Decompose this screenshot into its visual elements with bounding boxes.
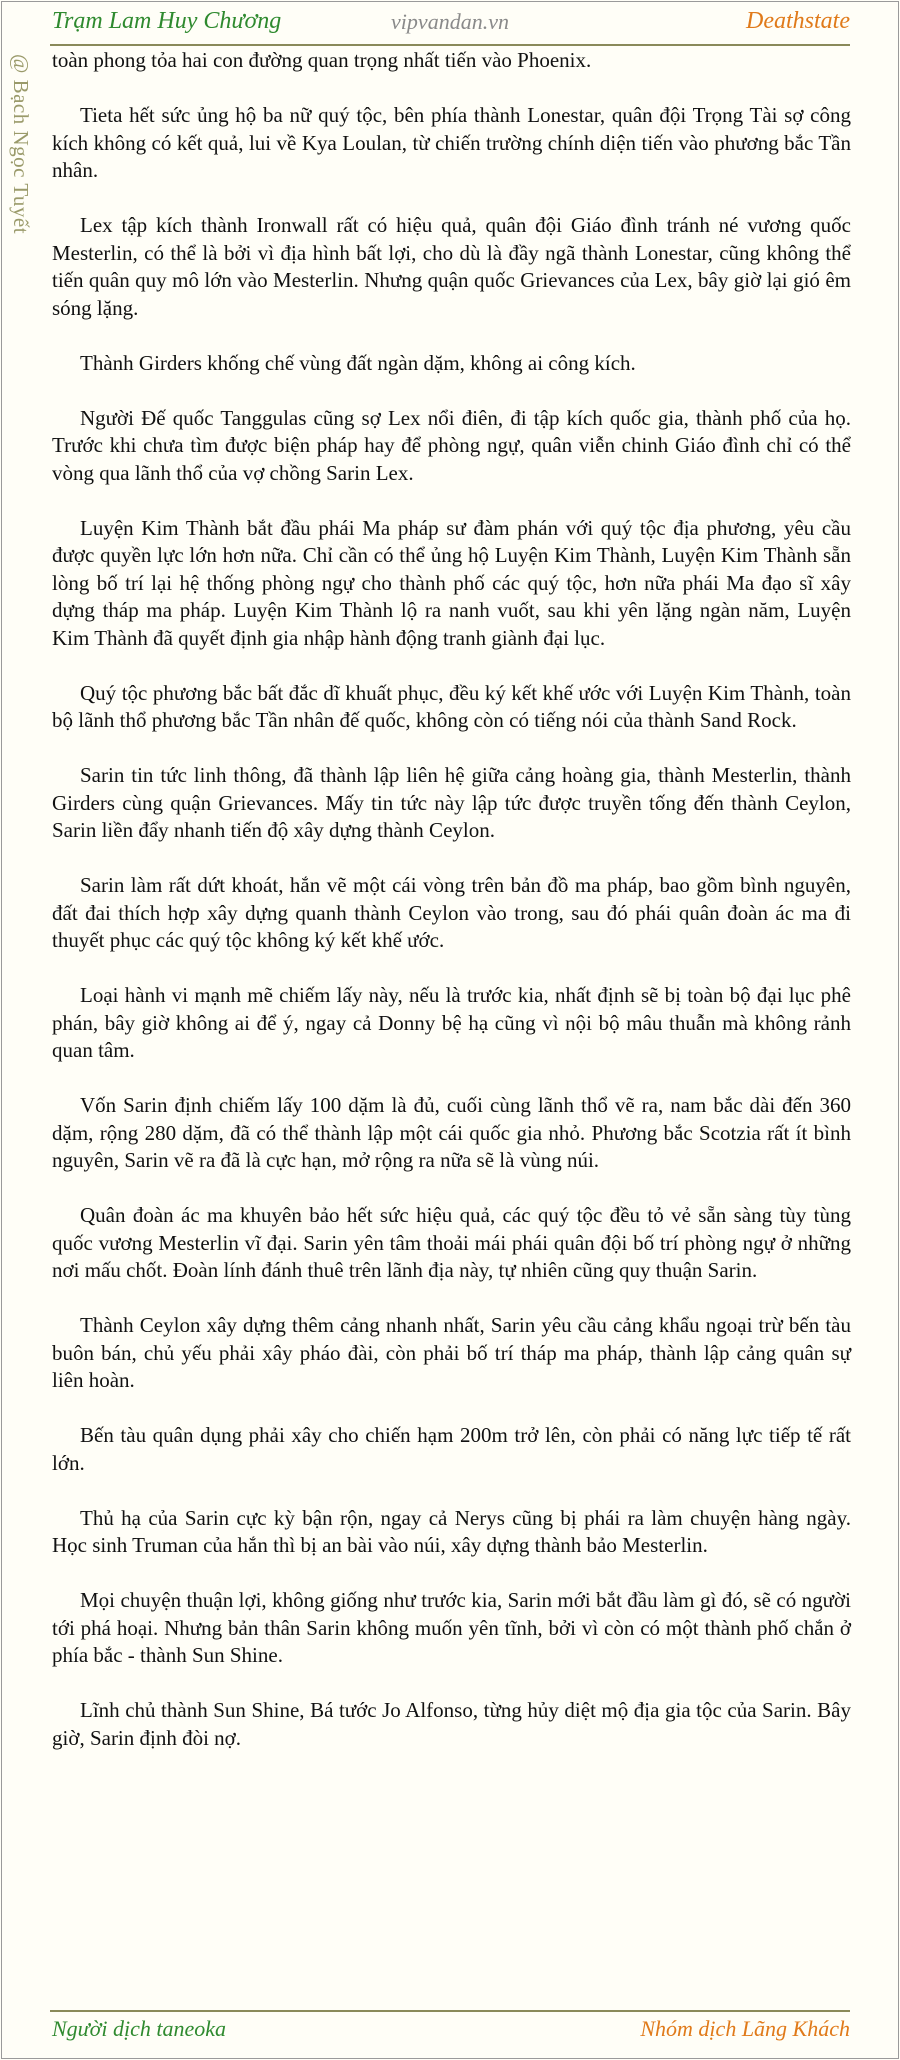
paragraph: Luyện Kim Thành bắt đầu phái Ma pháp sư đàm phán với quý tộc địa phương, yêu cầu được quyền lực lớn hơn nữa. Chỉ cần có thể ủng hộ Luyện Kim Thành, Luyện Kim Thành sẵn lòng bố trí lại hệ thống phòng ngự cho thành phố các quý tộc, hơn nữa phái Ma đạo sĩ xây dựng tháp ma pháp. Luyện Kim Thành lộ ra nanh vuốt, sau khi yên lặng ngàn năm, Luyện Kim Thành đã quyết định gia nhập hành động tranh giành đại lục. xyxy=(52,515,851,650)
header-book-title: Deathstate xyxy=(746,8,850,34)
footer-translation-group: Nhóm dịch Lãng Khách xyxy=(640,2016,850,2041)
paragraph: Lex tập kích thành Ironwall rất có hiệu quả, quân đội Giáo đình tránh né vương quốc Mesterlin, có thể là bởi vì địa hình bất lợi, cho dù là đầy ngã thành Lonestar, cũng không thể tiến quân quy mô lớn vào Mesterlin. Nhưng quận quốc Grievances của Lex, bây giờ lại gió êm sóng lặng. xyxy=(52,213,851,320)
paragraph: Tieta hết sức ủng hộ ba nữ quý tộc, bên phía thành Lonestar, quân đội Trọng Tài sợ công kích không có kết quả, lui về Kya Loulan, từ chiến trường chính diện tiến vào phương bắc Tần nhân. xyxy=(52,103,851,182)
paragraph: Người Đế quốc Tanggulas cũng sợ Lex nổi điên, đi tập kích quốc gia, thành phố của họ. Trước khi chưa tìm được biện pháp hay để phòng ngự, quân viễn chinh Giáo đình chỉ có thể vòng qua lãnh thổ của vợ chồng Sarin Lex. xyxy=(52,405,851,485)
paragraph: Lĩnh chủ thành Sun Shine, Bá tước Jo Alfonso, từng hủy diệt mộ địa gia tộc của Sarin. Bây giờ, Sarin định đòi nợ. xyxy=(52,1698,851,1750)
paragraph: Quý tộc phương bắc bất đắc dĩ khuất phục, đều ký kết khế ước với Luyện Kim Thành, toàn bộ lãnh thổ phương bắc Tần nhân đế quốc, không còn có tiếng nói của thành Sand Rock. xyxy=(52,680,851,732)
paragraph: Mọi chuyện thuận lợi, không giống như trước kia, Sarin mới bắt đầu làm gì đó, sẽ có người tới phá hoại. Nhưng bản thân Sarin không muốn yên tĩnh, bởi vì còn có một thành phố chắn ở phía bắc - thành Sun Shine. xyxy=(52,1588,851,1667)
chapter-body xyxy=(52,47,851,1780)
header-site-name: Trạm Lam Huy Chương xyxy=(52,8,282,34)
paragraph: Thành Girders khống chế vùng đất ngàn dặm, không ai công kích. xyxy=(80,350,636,375)
paragraph: Sarin làm rất dứt khoát, hắn vẽ một cái vòng trên bản đồ ma pháp, bao gồm bình nguyên, đất đai thích hợp xây dựng quanh thành Ceylon vào trong, sau đó phái quân đoàn ác ma đi thuyết phục các quý tộc không ký kết khế ước. xyxy=(52,873,851,952)
paragraph: Thủ hạ của Sarin cực kỳ bận rộn, ngay cả Nerys cũng bị phái ra làm chuyện hàng ngày. Học sinh Truman của hắn thì bị an bài vào núi, xây dựng thành bảo Mesterlin. xyxy=(52,1505,851,1557)
page-header xyxy=(0,0,900,46)
paragraph: Quân đoàn ác ma khuyên bảo hết sức hiệu quả, các quý tộc đều tỏ vẻ sẵn sàng tùy tùng quốc vương Mesterlin vĩ đại. Sarin yên tâm thoải mái phái quân đội bố trí phòng ngự ở những nơi mấu chốt. Đoàn lính đánh thuê trên lãnh địa này, tự nhiên cũng quy thuận Sarin. xyxy=(52,1203,851,1282)
footer-divider xyxy=(50,2010,850,2012)
header-url: vipvandan.vn xyxy=(391,9,509,34)
paragraph: Sarin tin tức linh thông, đã thành lập liên hệ giữa cảng hoàng gia, thành Mesterlin, thành Girders cùng quận Grievances. Mấy tin tức này lập tức được truyền tống đến thành Ceylon, Sarin liền đẩy nhanh tiến độ xây dựng thành Ceylon. xyxy=(52,763,851,842)
side-watermark: @ Bạch Ngọc Tuyết xyxy=(9,54,33,235)
paragraph: Bến tàu quân dụng phải xây cho chiến hạm 200m trở lên, còn phải có năng lực tiếp tế rất lớn. xyxy=(52,1423,851,1475)
paragraph: toàn phong tỏa hai con đường quan trọng nhất tiến vào Phoenix. xyxy=(52,48,592,72)
paragraph: Vốn Sarin định chiếm lấy 100 dặm là đủ, cuối cùng lãnh thổ vẽ ra, nam bắc dài đến 360 dặm, rộng 280 dặm, đã có thể thành lập một cái quốc gia nhỏ. Phương bắc Scotzia rất ít bình nguyên, Sarin vẽ ra đã là cực hạn, mở rộng ra nữa sẽ là vùng núi. xyxy=(52,1093,851,1172)
footer-translator: Người dịch taneoka xyxy=(52,2016,227,2041)
header-divider xyxy=(50,44,850,46)
paragraph: Loại hành vi mạnh mẽ chiếm lấy này, nếu là trước kia, nhất định sẽ bị toàn bộ đại lục phê phán, bây giờ không ai để ý, ngay cả Donny bệ hạ cũng vì nội bộ mâu thuẫn mà không rảnh quan tâm. xyxy=(52,983,851,1062)
paragraph: Thành Ceylon xây dựng thêm cảng nhanh nhất, Sarin yêu cầu cảng khẩu ngoại trừ bến tàu buôn bán, chủ yếu phải xây pháo đài, còn phải bố trí tháp ma pháp, thành lập cảng quân sự liên hoàn. xyxy=(52,1313,851,1392)
